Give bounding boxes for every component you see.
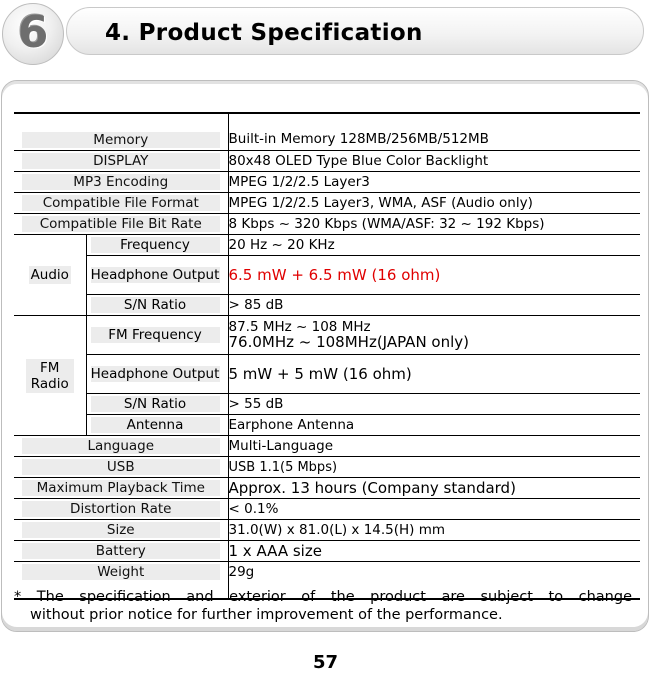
spec-table — [14, 112, 640, 600]
table-row — [14, 457, 640, 478]
spec-value: 5 mW + 5 mW (16 ohm) — [228, 355, 640, 394]
spec-value: 31.0(W) x 81.0(L) x 14.5(H) mm — [228, 520, 640, 541]
spec-label: Maximum Playback Time — [22, 480, 220, 496]
table-row — [14, 193, 640, 214]
page-number: 57 — [312, 652, 339, 673]
spec-label: Compatible File Bit Rate — [22, 216, 220, 232]
table-row — [14, 499, 640, 520]
spec-label: S/N Ratio — [91, 297, 220, 313]
table-row — [14, 235, 640, 256]
group-label-audio: Audio — [30, 267, 69, 283]
spec-label: S/N Ratio — [91, 396, 220, 412]
spec-value: > 55 dB — [228, 394, 640, 415]
table-row — [14, 541, 640, 562]
spec-value: 80x48 OLED Type Blue Color Backlight — [228, 151, 640, 172]
spec-value: MPEG 1/2/2.5 Layer3 — [228, 172, 640, 193]
table-row — [14, 214, 640, 235]
spec-value: 6.5 mW + 6.5 mW (16 ohm) — [228, 256, 640, 295]
spec-value: 1 x AAA size — [228, 541, 640, 562]
chapter-number: 6 — [17, 7, 49, 58]
spec-label: MP3 Encoding — [22, 174, 220, 190]
group-label-fm-radio: FM Radio — [26, 359, 74, 393]
spec-value: USB 1.1(5 Mbps) — [228, 457, 640, 478]
spec-value: Multi-Language — [228, 436, 640, 457]
spec-label: Headphone Output — [90, 366, 220, 382]
table-row — [14, 256, 640, 295]
spec-label: Distortion Rate — [22, 501, 220, 517]
table-row — [14, 295, 640, 316]
spec-value: 20 Hz ~ 20 KHz — [228, 235, 640, 256]
spec-value: 29g — [228, 562, 640, 600]
spec-value: Earphone Antenna — [228, 415, 640, 436]
footnote-line-1: * The specification and exterior of the product are subject to change — [14, 589, 632, 605]
spec-value: 8 Kbps ~ 320 Kbps (WMA/ASF: 32 ~ 192 Kbps) — [228, 214, 640, 235]
table-row — [14, 478, 640, 499]
table-row — [14, 520, 640, 541]
footnote-line-2: without prior notice for further improvement of the performance. — [30, 607, 503, 623]
spec-value: > 85 dB — [228, 295, 640, 316]
spec-label: Battery — [22, 543, 220, 559]
spec-value-line: 87.5 MHz ~ 108 MHz — [228, 319, 371, 335]
spec-label: Weight — [22, 564, 220, 580]
table-row — [14, 172, 640, 193]
spec-value: Approx. 13 hours (Company standard) — [228, 478, 640, 499]
title-bar — [66, 7, 644, 55]
spec-label: Compatible File Format — [22, 195, 220, 211]
spec-value-line: 76.0MHz ~ 108MHz(JAPAN only) — [228, 333, 470, 351]
table-row — [14, 316, 640, 355]
spec-label: USB — [22, 459, 220, 475]
table-row — [14, 394, 640, 415]
spec-label: Antenna — [91, 417, 220, 433]
spec-label: Memory — [22, 132, 220, 148]
table-row — [14, 415, 640, 436]
spec-value: < 0.1% — [228, 499, 640, 520]
table-row — [14, 151, 640, 172]
spec-value: MPEG 1/2/2.5 Layer3, WMA, ASF (Audio only) — [228, 193, 640, 214]
spec-value: Built-in Memory 128MB/256MB/512MB — [228, 113, 640, 151]
table-row — [14, 355, 640, 394]
table-row — [14, 436, 640, 457]
spec-label: Language — [22, 438, 220, 454]
spec-label: Size — [22, 522, 220, 538]
spec-label: Headphone Output — [90, 267, 220, 283]
chapter-badge — [2, 3, 64, 65]
spec-label: DISPLAY — [22, 153, 220, 169]
spec-label: FM Frequency — [91, 327, 220, 343]
page-title: 4. Product Specification — [105, 20, 423, 46]
spec-label: Frequency — [91, 237, 220, 253]
table-row — [14, 113, 640, 151]
